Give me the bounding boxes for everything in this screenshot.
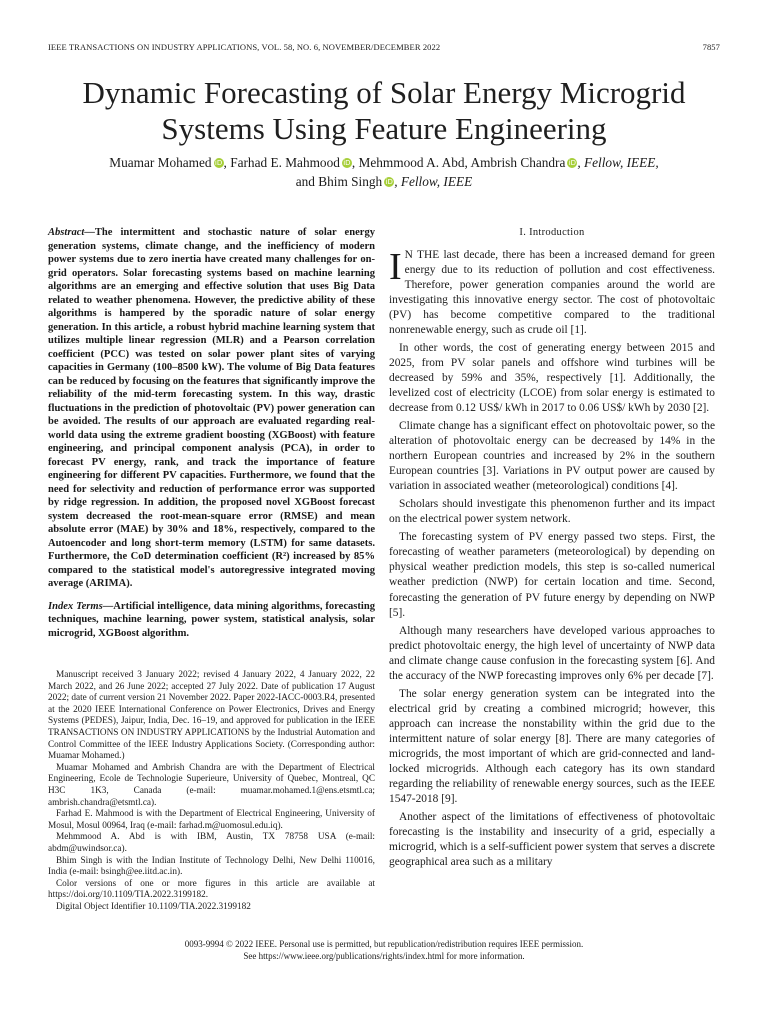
author-name: and Bhim Singh	[295, 174, 383, 189]
footnote-manuscript: Manuscript received 3 January 2022; revised 4 January 2022, 4 January 2022, 22 March 2022, and 26 June 2022; accepted 27 July 2022. Date of publication 17 August 2022; date of current version 21 November 2022. Paper 2022-IACC-0003.R4, presented at the 2020 IEEE International Conference on Power Electronics, Drives and Energy Systems (PEDES), Jaipur, India, Dec. 16–19, and approved for publication in the IEEE TRANSACTIONS ON INDUSTRY APPLICATIONS by the Industrial Automation and Control Committee of the IEEE Industry Applications Society. (Corresponding author: Muamar Mohamed.)	[48, 670, 376, 762]
running-header	[48, 42, 720, 52]
author-list	[40, 153, 728, 191]
author-name: Muamar Mohamed	[109, 155, 212, 170]
footnote-affiliation: Farhad E. Mahmood is with the Department of Electrical Engineering, University of Mosul, Mosul 00964, Iraq (e-mail: farhad.m@uomosul.edu.iq).	[48, 809, 375, 831]
left-column	[48, 226, 375, 913]
author-name: , Mehmmood A. Abd, Ambrish Chandra	[351, 155, 566, 170]
rights-link[interactable]: See https://www.ieee.org/publications/rights/index.html for more information.	[243, 950, 525, 961]
right-column	[389, 226, 715, 873]
author-fellow: , Fellow, IEEE	[394, 174, 473, 189]
orcid-icon[interactable]: iD	[343, 159, 351, 167]
copyright-line: 0093-9994 © 2022 IEEE. Personal use is permitted, but republication/redistribution requires IEEE permission.	[184, 939, 584, 949]
title-line-1: Dynamic Forecasting of Solar Energy Microgrid	[82, 75, 686, 110]
orcid-icon[interactable]: iD	[214, 159, 223, 167]
author-fellow: , Fellow, IEEE,	[577, 155, 659, 170]
copyright-notice	[40, 939, 728, 962]
paragraph: Scholars should investigate this phenomenon further and its impact on the electrical power system network.	[389, 498, 715, 526]
paragraph: In other words, the cost of generating energy between 2015 and 2025, from PV solar panels and offshore wind turbines will be decreased by 59% and 35%, respectively [1]. Additionally, the levelized cost of electricity (LCOE) from solar energy is estimated to decrease from 0.12 US$/ kWh in 2017 to 0.06 US$/ kWh by 2030 [2].	[389, 341, 715, 414]
introduction-body	[389, 245, 715, 871]
footnote-affiliation: Mehmmood A. Abd is with IBM, Austin, TX 78758 USA (e-mail: abdm@uwindsor.ca).	[48, 832, 375, 854]
orcid-icon[interactable]: iD	[568, 159, 577, 167]
abstract	[48, 226, 375, 591]
paragraph: Although many researchers have developed various approaches to predict photovoltaic energy, the high level of uncertainty of NWP data and climate change cause confusion in the forecasting system [6]. And the accuracy of the NWP forecasting improves only 6% per decade [7].	[389, 624, 715, 682]
footnote-doi: Digital Object Identifier 10.1109/TIA.2022.3199182	[56, 901, 251, 912]
index-terms	[48, 600, 375, 641]
author-name: , Farhad E. Mahmood	[223, 155, 340, 170]
page-number: 7857	[702, 42, 720, 52]
paragraph: I N THE last decade, there has been a increased demand for green energy due to its reduction of pollution and cost effectiveness. Therefore, power generation companies around the world are investigating this innovative energy sector. The cost of photovoltaic (PV) has become competitive compared to the traditional nonrenewable energy, such as crude oil [1].	[389, 245, 715, 336]
section-heading: I. Introduction	[519, 227, 585, 238]
orcid-icon[interactable]: iD	[385, 178, 393, 186]
journal-name: IEEE TRANSACTIONS ON INDUSTRY APPLICATIONS, VOL. 58, NO. 6, NOVEMBER/DECEMBER 2022	[48, 42, 441, 52]
paragraph: The forecasting system of PV energy passed two steps. First, the forecasting of weather parameters (meteorological) by depending on physical weather prediction models, this step is so-called numerical weather prediction (NWP) for certain location and time. Second, forecasting the generation of PV future energy by depending on NWP [5].	[389, 531, 715, 619]
footnote-color-versions: Color versions of one or more figures in this article are available at https://doi.org/10.1109/TIA.2022.3199182.	[48, 878, 375, 901]
paragraph: Climate change has a significant effect on photovoltaic power, so the alteration of photovoltaic energy can be decreased by 14% in the northern European countries and increased by 2% in the southern European countries [3]. Variations in PV output power are caused by variation in associated weather (meteorological) conditions [4].	[389, 420, 715, 493]
index-terms-text: Artificial intelligence, data mining algorithms, forecasting techniques, machine learning, power system, statistical analysis, solar microgrid, XGBoost algorithm.	[48, 600, 375, 639]
paragraph: Another aspect of the limitations of effectiveness of photovoltaic forecasting is the instability and insecurity of a grid, especially a microgrid, which is a self-sufficient power system that serves a discrete geographical area such as a military	[389, 811, 715, 869]
drop-cap: I	[389, 245, 402, 288]
paper-title	[40, 75, 728, 147]
paragraph: The solar energy generation system can be integrated into the electrical grid by creating a combined microgrid; however, this approach can increase the nonstability within the grid due to the intermittent nature of solar energy [8]. There are many categories of microgrids, the most important of which are grid-connected and land-locked microgrids. Although each category has its own standard regarding the reliability of renewable energy sources, such as the IEEE 1547-2018 [9].	[389, 687, 715, 806]
abstract-text: The intermittent and stochastic nature of solar energy generation systems, climate change, and the inefficiency of modern power systems due to zero inertia have created many challenges for on-grid operators. Solar forecasting systems based on machine learning algorithms are an emerging and effective solution that uses Big Data related to weather phenomena. However, the predictive ability of these algorithms is hampered by the sporadic nature of solar energy generation. In this article, a robust hybrid machine learning system that utilizes multiple linear regression (MLR) and a Pearson correlation coefficient (PCC) was tested on solar power plant sites of varying capacities in Germany (100–8500 kW). The volume of Big Data features can be reduced by focusing on the features that significantly improve the reliability of the mid-term forecasting system. In this way, drastic fluctuations in the prediction of photovoltaic (PV) power generation can be avoided. The results of our approach are evaluated regarding real-world data using the extreme gradient boosting (XGBoost) with feature engineering, and principal component analysis (PCA), in order to forecast PV energy, rank, and track the importance of feature engineering for different PV capacities. Furthermore, we found that the need for selectivity and reduction of performance error was supported by ridge regression. In addition, the proposed novel XGBoost forecast system decreased the root-mean-square error (RMSE) and mean absolute error (MAE) by 30% and 18%, respectively, compared to the Autoencoder and long short-term memory (LSTM) for same datasets. Furthermore, the CoD determination coefficient (R²) increased by 85% compared to the statistical model's autoregressive integrated moving average (ARIMA).	[48, 227, 375, 589]
abstract-label: Abstract—	[48, 227, 95, 238]
index-terms-label: Index Terms—	[48, 600, 114, 612]
title-line-2: Systems Using Feature Engineering	[161, 111, 607, 146]
footnote-affiliation: Bhim Singh is with the Indian Institute of Technology Delhi, New Delhi 110016, India (e-mail: bsingh@ee.iitd.ac.in).	[48, 855, 375, 878]
footnotes	[48, 670, 375, 913]
footnote-affiliation: Muamar Mohamed and Ambrish Chandra are with the Department of Electrical Engineering, Ecole de Technologie Superieure, University of Quebec, Montreal, QC H3C 1K3, Canada (e-mail: muamar.mohamed.1@ens.etsmtl.ca; ambrish.chandra@etsmtl.ca).	[48, 762, 375, 808]
